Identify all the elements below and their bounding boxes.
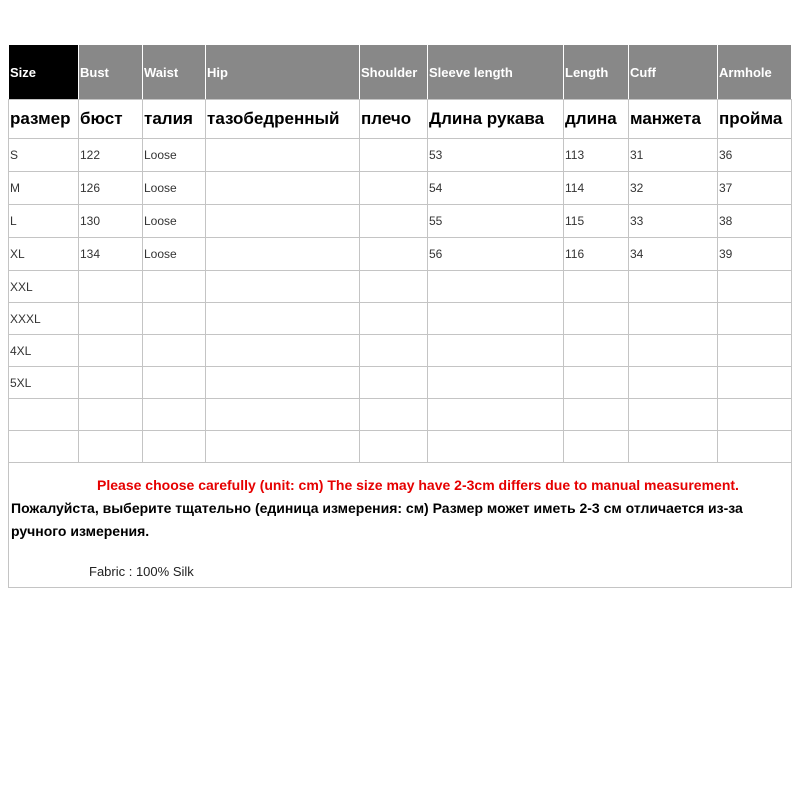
table-cell: 54: [428, 172, 564, 205]
table-cell: 115: [564, 205, 629, 238]
table-row: [9, 172, 792, 205]
table-row: [9, 367, 792, 399]
table-cell: 4XL: [9, 335, 79, 367]
table-cell: [360, 335, 428, 367]
table-row: [9, 238, 792, 271]
table-cell: [206, 139, 360, 172]
table-cell: 130: [79, 205, 143, 238]
table-cell: [428, 303, 564, 335]
header-row: [9, 45, 792, 100]
table-cell: [143, 335, 206, 367]
table-cell: [360, 431, 428, 463]
table-row: [9, 303, 792, 335]
table-cell: [360, 205, 428, 238]
header-cell: Cuff: [629, 45, 718, 100]
table-cell: 34: [629, 238, 718, 271]
table-cell: [79, 271, 143, 303]
table-cell: [79, 335, 143, 367]
table-cell: 33: [629, 205, 718, 238]
note-russian: Пожалуйста, выберите тщательно (единица измерения: см) Размер может иметь 2-3 см отличается из-за ручного измерения.: [11, 500, 743, 539]
table-cell: [564, 335, 629, 367]
table-cell: L: [9, 205, 79, 238]
table-cell: 116: [564, 238, 629, 271]
table-cell: [360, 399, 428, 431]
header-cell: Size: [9, 45, 79, 100]
table-cell: [79, 431, 143, 463]
table-cell: [360, 367, 428, 399]
header-cell: Sleeve length: [428, 45, 564, 100]
table-cell: [718, 367, 792, 399]
table-cell: [206, 303, 360, 335]
table-cell: Loose: [143, 172, 206, 205]
table-cell: [564, 271, 629, 303]
table-cell: [428, 431, 564, 463]
table-cell: [206, 335, 360, 367]
table-cell: [718, 399, 792, 431]
table-cell: [9, 399, 79, 431]
table-cell: [143, 271, 206, 303]
table-cell: 122: [79, 139, 143, 172]
table-cell: 38: [718, 205, 792, 238]
table-cell: [9, 431, 79, 463]
table-cell: M: [9, 172, 79, 205]
table-cell: [206, 367, 360, 399]
table-cell: 31: [629, 139, 718, 172]
table-cell: [143, 303, 206, 335]
table-cell: [360, 303, 428, 335]
table-row: [9, 205, 792, 238]
russian-header-cell: длина: [564, 100, 629, 139]
table-cell: [564, 399, 629, 431]
table-cell: [143, 399, 206, 431]
table-cell: S: [9, 139, 79, 172]
table-cell: [143, 431, 206, 463]
table-cell: [206, 399, 360, 431]
fabric-label: Fabric : 100% Silk: [89, 564, 194, 579]
table-cell: Loose: [143, 238, 206, 271]
russian-header-row: [9, 100, 792, 139]
table-cell: [428, 271, 564, 303]
table-cell: [143, 367, 206, 399]
table-cell: [718, 335, 792, 367]
table-row: [9, 139, 792, 172]
table-cell: [79, 367, 143, 399]
note-english: Please choose carefully (unit: cm) The size may have 2-3cm differs due to manual measurement.: [97, 477, 739, 493]
table-cell: [564, 303, 629, 335]
header-cell: Waist: [143, 45, 206, 100]
table-cell: [629, 367, 718, 399]
table-cell: [206, 238, 360, 271]
table-cell: [360, 271, 428, 303]
table-row: [9, 335, 792, 367]
table-cell: 39: [718, 238, 792, 271]
table-cell: 134: [79, 238, 143, 271]
table-cell: [718, 303, 792, 335]
table-cell: 114: [564, 172, 629, 205]
table-cell: XXL: [9, 271, 79, 303]
table-cell: [629, 399, 718, 431]
table-cell: 113: [564, 139, 629, 172]
table-cell: 56: [428, 238, 564, 271]
table-row: [9, 399, 792, 431]
table-cell: 32: [629, 172, 718, 205]
table-cell: [428, 367, 564, 399]
table-cell: 53: [428, 139, 564, 172]
table-row: [9, 271, 792, 303]
size-chart-table: [8, 44, 792, 588]
table-cell: [206, 271, 360, 303]
header-cell: Hip: [206, 45, 360, 100]
russian-header-cell: бюст: [79, 100, 143, 139]
table-cell: 37: [718, 172, 792, 205]
header-cell: Shoulder: [360, 45, 428, 100]
table-cell: [629, 431, 718, 463]
table-cell: Loose: [143, 205, 206, 238]
russian-header-cell: тазобедренный: [206, 100, 360, 139]
table-cell: 55: [428, 205, 564, 238]
table-cell: [629, 335, 718, 367]
table-cell: Loose: [143, 139, 206, 172]
header-cell: Armhole: [718, 45, 792, 100]
table-cell: [629, 271, 718, 303]
table-cell: [360, 139, 428, 172]
table-cell: [206, 172, 360, 205]
table-cell: 126: [79, 172, 143, 205]
russian-header-cell: талия: [143, 100, 206, 139]
table-cell: [629, 303, 718, 335]
table-cell: [360, 238, 428, 271]
russian-header-cell: Длина рукава: [428, 100, 564, 139]
table-cell: [428, 335, 564, 367]
russian-header-cell: манжета: [629, 100, 718, 139]
header-cell: Length: [564, 45, 629, 100]
table-cell: [564, 431, 629, 463]
table-cell: 36: [718, 139, 792, 172]
table-cell: [564, 367, 629, 399]
table-cell: XL: [9, 238, 79, 271]
table-row: [9, 431, 792, 463]
russian-header-cell: пройма: [718, 100, 792, 139]
table-cell: [79, 399, 143, 431]
russian-header-cell: размер: [9, 100, 79, 139]
header-cell: Bust: [79, 45, 143, 100]
table-cell: [718, 271, 792, 303]
table-cell: [206, 431, 360, 463]
table-cell: 5XL: [9, 367, 79, 399]
table-cell: [206, 205, 360, 238]
table-cell: [79, 303, 143, 335]
russian-header-cell: плечо: [360, 100, 428, 139]
table-cell: [360, 172, 428, 205]
table-cell: [428, 399, 564, 431]
table-cell: [718, 431, 792, 463]
table-cell: XXXL: [9, 303, 79, 335]
